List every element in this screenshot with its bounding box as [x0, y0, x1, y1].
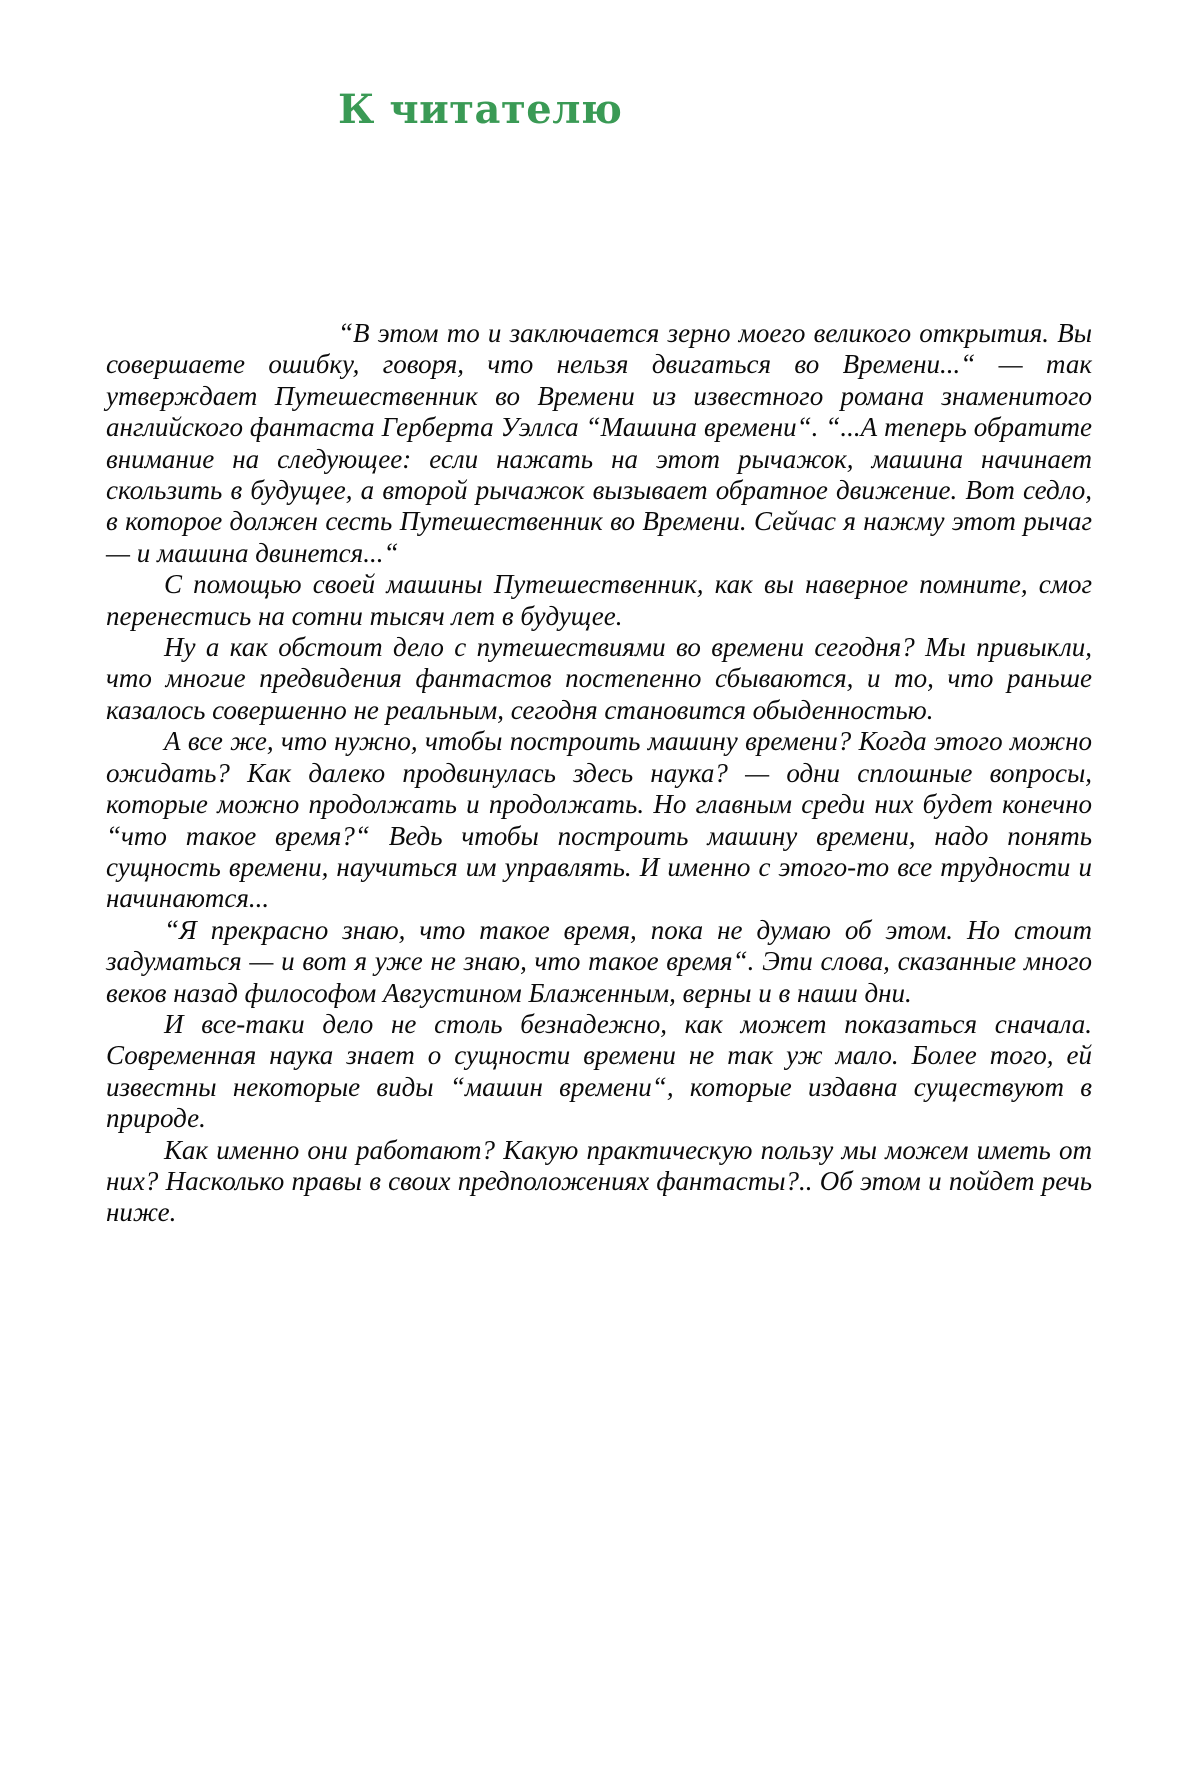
paragraph: С помощью своей машины Путешественник, как вы наверное помните, смог перенестись на сотни тысяч лет в будущее.	[106, 569, 1092, 631]
body-text	[106, 318, 1092, 1229]
page-title: К читателю	[338, 86, 623, 133]
paragraph: И все-таки дело не столь безнадежно, как может показаться сначала. Современная наука знает о сущности времени не так уж мало. Более того, ей известны некоторые виды “машин времени“, которые издавна существуют в природе.	[106, 1008, 1092, 1134]
paragraph: А все же, что нужно, чтобы построить машину времени? Когда этого можно ожидать? Как далеко продвинулась здесь наука? — одни сплошные вопросы, которые можно продолжать и продолжать. Но главным среди них будет конечно “что такое время?“ Ведь чтобы построить машину времени, надо понять сущность времени, научиться им управлять. И именно с этого-то все трудности и начинаются...	[106, 726, 1092, 914]
paragraph: Как именно они работают? Какую практическую пользу мы можем иметь от них? Насколько правы в своих предположениях фантасты?.. Об этом и пойдет речь ниже.	[106, 1134, 1092, 1228]
paragraph: “Я прекрасно знаю, что такое время, пока не думаю об этом. Но стоит задуматься — и вот я уже не знаю, что такое время“. Эти слова, сказанные много веков назад философом Августином Блаженным, верны и в наши дни.	[106, 914, 1092, 1008]
paragraph-epigraph: “В этом то и заключается зерно моего великого открытия. Вы совершаете ошибку, говоря, что нельзя двигаться во Времени...“ — так утверждает Путешественник во Времени из известного романа знаменитого английского фантаста Герберта Уэллса “Машина времени“. “...А теперь обратите внимание на следующее: если нажать на этот рычажок, машина начинает скользить в будущее, а второй рычажок вызывает обратное движение. Вот седло, в которое должен сесть Путешественник во Времени. Сейчас я нажму этот рычаг — и машина двинется...“	[106, 318, 1092, 568]
paragraph: Ну а как обстоит дело с путешествиями во времени сегодня? Мы привыкли, что многие предвидения фантастов постепенно сбываются, и то, что раньше казалось совершенно не реальным, сегодня становится обыденностью.	[106, 632, 1092, 725]
